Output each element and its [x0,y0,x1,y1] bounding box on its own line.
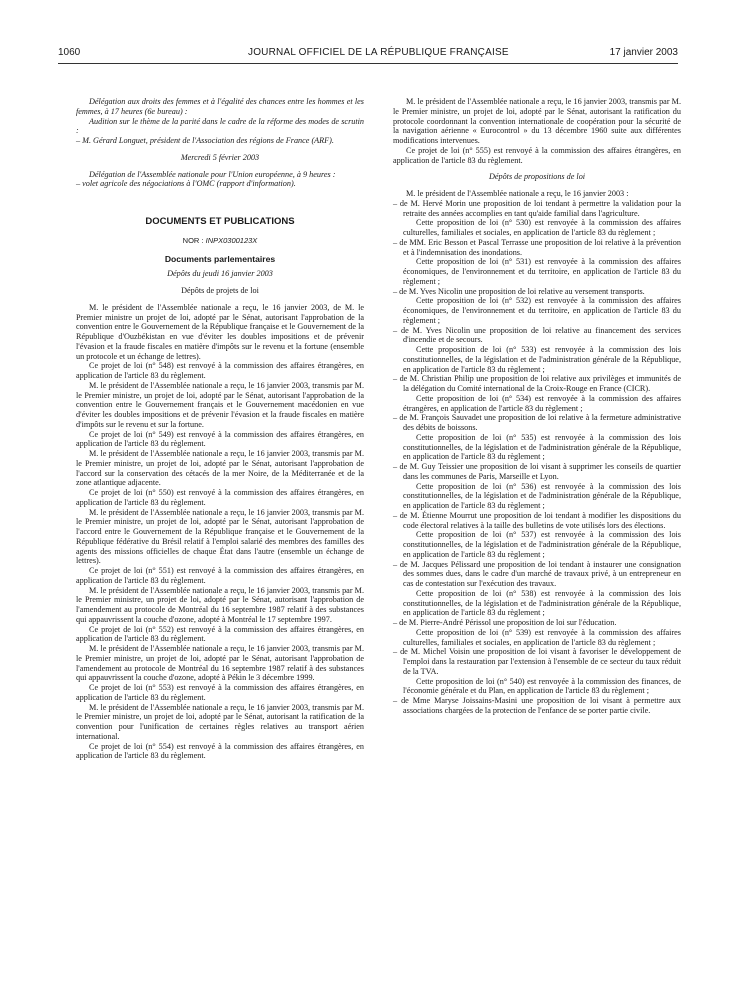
renvoi-535: Cette proposition de loi (n° 535) est renvoyée à la commission des lois constitutionnelles, de la législation et de l'administration générale de la République, en application de l'article 83 du règlement ; [403,432,681,462]
proposition-joissains-masini: – de Mme Maryse Joissains-Masini une proposition de loi visant à permettre aux associations chargées de la protection de l'enfance de se porter partie civile. [393,696,681,715]
proposition-533: – de M. Yves Nicolin une proposition de loi relative au financement des services d'incendie et de secours. [393,325,681,345]
renvoi-549: Ce projet de loi (n° 549) est renvoyé à la commission des affaires étrangères, en application de l'article 83 du règlement. [76,429,364,449]
renvoi-532: Cette proposition de loi (n° 532) est renvoyée à la commission des affaires économiques, de l'environnement et du territoire, en application de l'article 83 du règlement ; [403,296,681,325]
renvoi-530: Cette proposition de loi (n° 530) est renvoyée à la commission des affaires culturelles, familiales et sociales, en application de l'article 83 du règlement ; [403,218,681,237]
depots-date-heading: Dépôts du jeudi 16 janvier 2003 [167,269,273,279]
delegation-union-europeenne: Délégation de l'Assemblée nationale pour l'Union européenne, à 9 heures : [89,169,336,179]
right-column [393,97,681,716]
proposition-537: – de M. Étienne Mourrut une proposition de loi tendant à modifier les dispositions du code électoral relatives à la taille des bulletins de vote utilisés lors des élections. [393,510,681,530]
renvoi-552: Ce projet de loi (n° 552) est renvoyé à la commission des affaires étrangères, en application de l'article 83 du règlement. [76,624,364,644]
issue-date: 17 janvier 2003 [609,47,678,58]
renvoi-538: Cette proposition de loi (n° 538) est renvoyée à la commission des lois constitutionnelles, de la législation et de l'administration générale de la République, en application de l'article 83 du règlement ; [403,588,681,618]
renvoi-548: Ce projet de loi (n° 548) est renvoyé à la commission des affaires étrangères, en application de l'article 83 du règlement. [76,361,364,380]
depots-propositions-heading: Dépôts de propositions de loi [488,172,586,182]
proposition-540: – de M. Michel Voisin une proposition de loi visant à favoriser le développement de l'emploi dans la restauration par l'extension à l'ensemble de ce secteur du taux réduit de la TVA. [393,647,681,676]
renvoi-555: Ce projet de loi (n° 555) est renvoyé à la commission des affaires étrangères, en application de l'article 83 du règlement. [393,145,681,165]
proposition-531: – de MM. Eric Besson et Pascal Terrasse une proposition de loi relative à la prévention et à l'indemnisation des inondations. [393,237,681,257]
renvoi-534: Cette proposition de loi (n° 534) est renvoyée à la commission des affaires étrangères, en application de l'article 83 du règlement ; [403,393,681,413]
date-heading-5-fevrier: Mercredi 5 février 2003 [180,152,260,162]
delegation-droits-femmes: Délégation aux droits des femmes et à l'égalité des chances entre les hommes et les femmes, à 17 heures (6e bureau) : [76,97,364,116]
nor-reference [76,236,364,246]
renvoi-537: Cette proposition de loi (n° 537) est renvoyée à la commission des lois constitutionnelles, de la législation et de l'administration générale de la République, en application de l'article 83 du règlement ; [403,530,681,559]
volet-agricole-omc: – volet agricole des négociations à l'OMC (rapport d'information). [76,179,296,189]
left-column [76,97,364,761]
renvoi-533: Cette proposition de loi (n° 533) est renvoyée à la commission des lois constitutionnelles, de la législation et de l'administration générale de la République, en application de l'article 83 du règlement ; [403,345,681,374]
projet-eurocontrol: M. le président de l'Assemblée nationale a reçu, le 16 janvier 2003, transmis par M. le Premier ministre, un projet de loi, adopté par le Sénat, autorisant la ratification du protocole coordonnant la convention internationale de coopération pour la sécurité de la navigation aérienne « Eurocontrol » du 13 décembre 1960 suite aux différentes modifications intervenues. [393,97,681,145]
audition-gerard-longuet: – M. Gérard Longuet, président de l'Association des régions de France (ARF). [76,136,334,145]
depots-projets-heading: Dépôts de projets de loi [181,286,259,295]
page-number: 1060 [58,47,81,58]
documents-publications-title: DOCUMENTS ET PUBLICATIONS [145,216,295,227]
projet-pekin-1999: M. le président de l'Assemblée nationale a reçu, le 16 janvier 2003, transmis par M. le Premier ministre, un projet de loi, adopté par le Sénat, autorisant l'approbation de l'amendement au protocole de Montréal du 16 septembre 1987 relatif à des substances qui appauvrissent la couche d'ozone, adopté à Pékin le 3 décembre 1999. [76,644,364,683]
renvoi-554: Ce projet de loi (n° 554) est renvoyé à la commission des affaires étrangères, en application de l'article 83 du règlement. [76,741,364,761]
renvoi-550: Ce projet de loi (n° 550) est renvoyé à la commission des affaires étrangères, en application de l'article 83 du règlement. [76,488,364,507]
proposition-532: – de M. Yves Nicolin une proposition de loi relative au versement transports. [393,286,645,296]
renvoi-539: Cette proposition de loi (n° 539) est renvoyée à la commission des affaires culturelles, familiales et sociales, en application de l'article 83 du règlement ; [403,627,681,647]
proposition-536: – de M. Guy Teissier une proposition de loi visant à supprimer les conseils de quartier dans les communes de Paris, Marseille et Lyon. [393,462,681,481]
proposition-538: – de M. Jacques Pélissard une proposition de loi tendant à instaurer une consignation des sommes dues, dans le cadre d'un marché de travaux privé, à un entrepreneur en cas de contestation sur l'exécution des travaux. [393,559,681,588]
nor-value: INPX0300123X [205,235,258,245]
proposition-535: – de M. François Sauvadet une proposition de loi relative à la fermeture administrative des débits de boissons. [393,413,681,432]
renvoi-540: Cette proposition de loi (n° 540) est renvoyée à la commission des finances, de l'économie générale et du Plan, en application de l'article 83 du règlement ; [403,676,681,696]
proposition-534: – de M. Christian Philip une proposition de loi relative aux privilèges et immunités de la délégation du Comité international de la Croix-Rouge en France (CICR). [393,374,681,393]
projet-montreal-1997: M. le président de l'Assemblée nationale a reçu, le 16 janvier 2003, transmis par M. le Premier ministre, un projet de loi, adopté par le Sénat, autorisant l'approbation de l'amendement au protocole de Montréal du 16 septembre 1987 relatif à des substances qui appauvrissent la couche d'ozone, adopté à Montréal le 17 septembre 1997. [76,585,364,624]
page-header [58,47,678,61]
projet-ouzbekistan: M. le président de l'Assemblée nationale a reçu, le 16 janvier 2003, de M. le Premier ministre un projet de loi, adopté par le Sénat, autorisant l'approbation de la convention entre le Gouvernement de la République française et le Gouvernement de la République d'Ouzbékistan en vue d'éviter les doubles impositions et de prévenir l'évasion et la fraude fiscales en matière d'impôts sur le revenu et la fortune (ensemble un protocole et un échange de lettres). [76,302,364,361]
journal-title: JOURNAL OFFICIEL DE LA RÉPUBLIQUE FRANÇAISE [248,47,509,58]
renvoi-531: Cette proposition de loi (n° 531) est renvoyée à la commission des affaires économiques, de l'environnement et du territoire, en application de l'article 83 du règlement ; [403,257,681,286]
audition-parite: Audition sur le thème de la parité dans le cadre de la réforme des modes de scrutin : [76,116,364,136]
projet-transport-aerien: M. le président de l'Assemblée nationale a reçu, le 16 janvier 2003, transmis par M. le Premier ministre, un projet de loi, adopté par le Sénat, autorisant la ratification de la convention pour l'unification de certaines règles relatives au transport aérien international. [76,702,364,741]
nor-label: NOR : [182,235,204,245]
renvoi-551: Ce projet de loi (n° 551) est renvoyé à la commission des affaires étrangères, en application de l'article 83 du règlement. [76,566,364,585]
header-rule [58,63,678,64]
renvoi-553: Ce projet de loi (n° 553) est renvoyé à la commission des affaires étrangères, en application de l'article 83 du règlement. [76,683,364,702]
proposition-539: – de M. Pierre-André Périssol une proposition de loi sur l'éducation. [393,618,617,627]
projet-cetaces: M. le président de l'Assemblée nationale a reçu, le 16 janvier 2003, transmis par M. le Premier ministre, un projet de loi, adopté par le Sénat, autorisant l'approbation de l'accord sur la conservation des cétacés de la mer Noire, de la Méditerranée et de la zone atlantique adjacente. [76,449,364,488]
projet-bresil: M. le président de l'Assemblée nationale a reçu, le 16 janvier 2003, transmis par M. le Premier ministre, un projet de loi, adopté par le Sénat, autorisant l'approbation de l'accord entre le Gouvernement de la République française et le Gouvernement de la République fédérative du Brésil relatif à l'emploi salarié des membres des familles des agents des missions officielles de chaque État dans l'autre (ensemble un échange de lettres). [76,507,364,566]
documents-parlementaires-title: Documents parlementaires [164,253,276,264]
proposition-530: – de M. Hervé Morin une proposition de loi tendant à permettre la validation pour la retraite des années accomplies en tant qu'aide familial dans l'agriculture. [393,198,681,218]
projet-macedoine: M. le président de l'Assemblée nationale a reçu, le 16 janvier 2003, transmis par M. le Premier ministre, un projet de loi, adopté par le Sénat, autorisant l'approbation de la convention entre le Gouvernement français et le Gouvernement macédonien en vue d'éviter les doubles impositions et de prévenir l'évasion et la fraude fiscales en matière d'impôts sur le revenu et sur la fortune. [76,380,364,429]
renvoi-536: Cette proposition de loi (n° 536) est renvoyée à la commission des lois constitutionnelles, de la législation et de l'administration générale de la République, en application de l'article 83 du règlement ; [403,481,681,510]
propositions-intro: M. le président de l'Assemblée nationale a reçu, le 16 janvier 2003 : [406,189,629,198]
